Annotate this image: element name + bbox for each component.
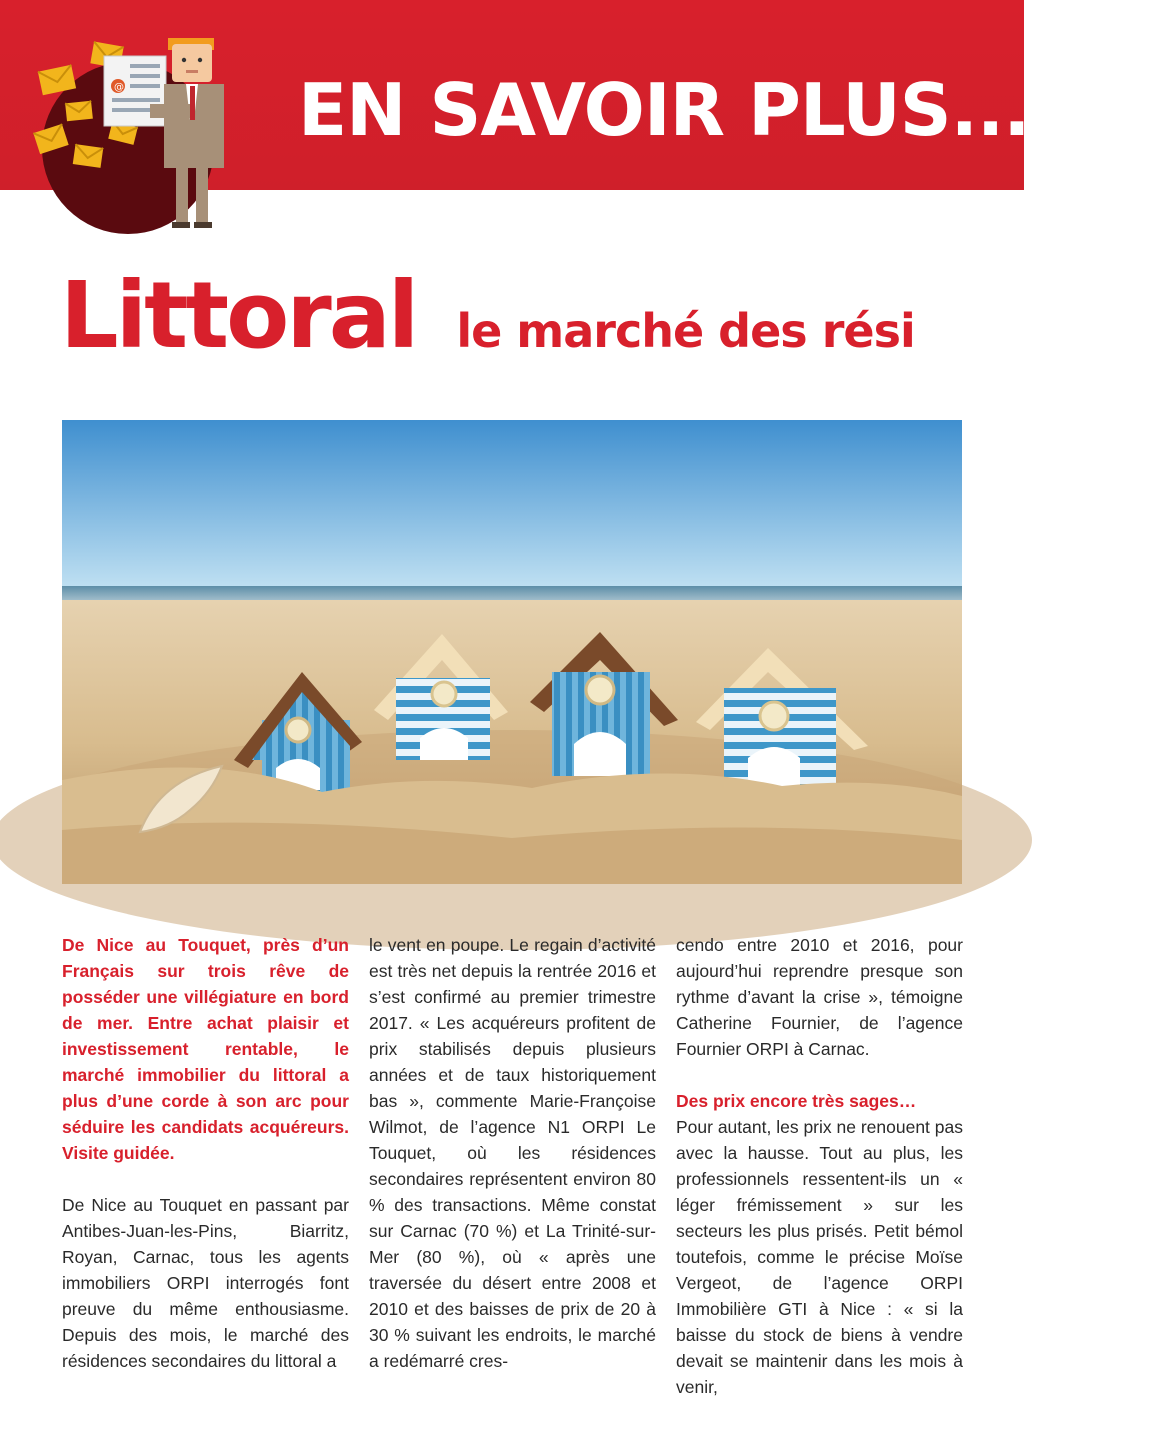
- article-column-1: [62, 932, 349, 1374]
- article-body-col3-part2: Pour autant, les prix ne renouent pas avec la hausse. Tout au plus, les professionnels ressentent-ils un « léger frémissement » sur les secteurs les plus prisés. Petit bémol toutefois, comme le précise Moïse Vergeot, de l’agence ORPI Immobilière GTI à Nice : « si la baisse du stock de biens à vendre devait se maintenir dans les mois à venir,: [676, 1117, 963, 1397]
- envelope-icon: [65, 101, 93, 122]
- article-body-col1: De Nice au Touquet en passant par Antibes-Juan-les-Pins, Biarritz, Royan, Carnac, tous les agents immobiliers ORPI interrogés font preuve du même enthousiasme. Depuis des mois, le marché des résidences secondaires du littoral a: [62, 1195, 349, 1371]
- svg-text:@: @: [114, 82, 124, 93]
- article-lead: De Nice au Touquet, près d’un Français sur trois rêve de posséder une villégiature en bord de mer. Entre achat plaisir et investissement rentable, le marché immobilier du littoral a plus d’une corde à son arc pour séduire les candidats acquéreurs. Visite guidée.: [62, 935, 349, 1163]
- businessman-with-emails-icon: [0, 0, 260, 240]
- beach-huts-photo: [62, 420, 962, 884]
- headline: [60, 262, 1024, 382]
- envelope-icon: [73, 144, 104, 168]
- article-column-3: [676, 932, 963, 1400]
- article-body-col3: cendo entre 2010 et 2016, pour aujourd’hui reprendre presque son rythme d’avant la crise », témoigne Catherine Fournier, de l’agence Fournier ORPI à Carnac.: [676, 935, 963, 1059]
- banner-title: EN SAVOIR PLUS... EN: [298, 68, 1161, 152]
- article-subhead: Des prix encore très sages…: [676, 1091, 917, 1111]
- article-body-col2: le vent en poupe. Le regain d’activité est très net depuis la rentrée 2016 et s’est confirmé au premier trimestre 2017. « Les acquéreurs profitent de prix stabilisés depuis plusieurs années et de taux historiquement bas », commente Marie-Françoise Wilmot, de l’agence N1 ORPI Le Touquet, où les résidences secondaires représentent environ 80 % des transactions. Même constat sur Carnac (70 %) et La Trinité-sur-Mer (80 %), où « après une traversée du désert entre 2008 et 2010 et des baisses de prix de 20 à 30 % suivant les endroits, le marché a redémarré cres-: [369, 935, 656, 1371]
- headline-main: Littoral: [60, 262, 417, 369]
- headline-sub: le marché des rési: [456, 304, 915, 358]
- article-column-2: [369, 932, 656, 1374]
